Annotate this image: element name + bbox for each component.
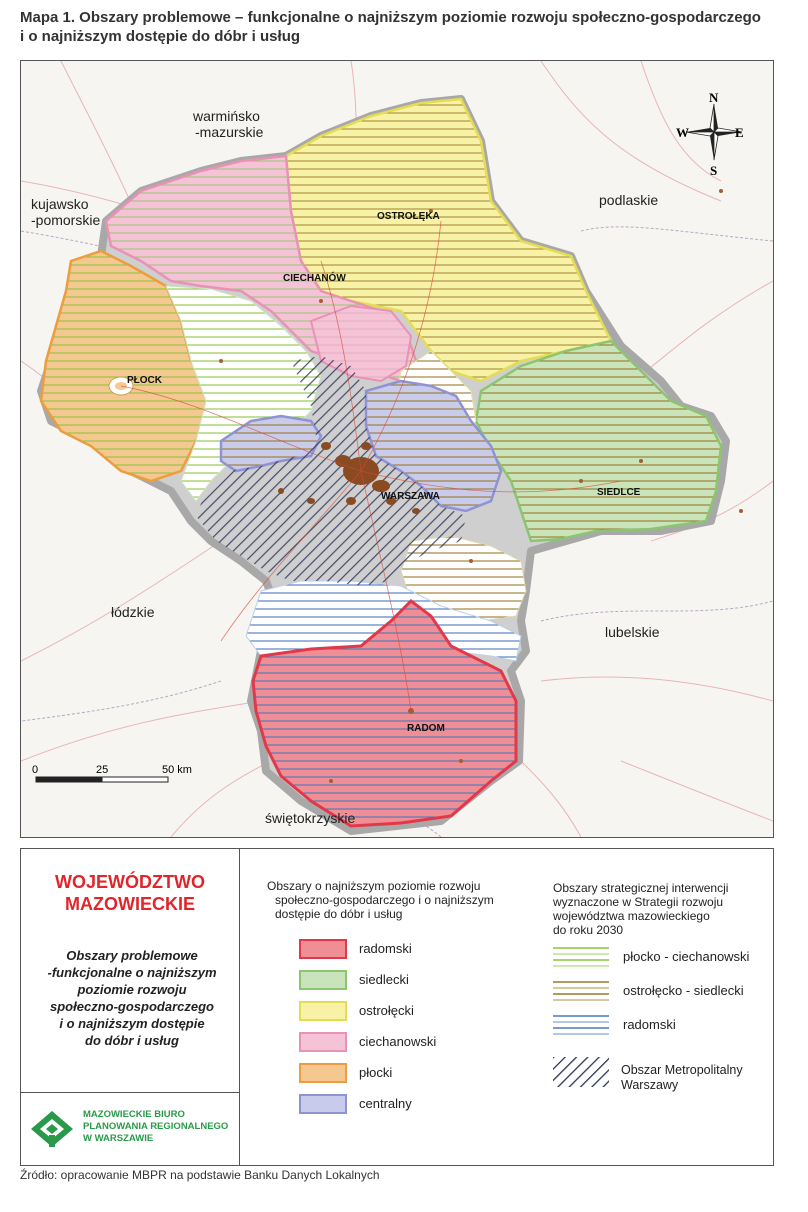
label-swietokrzyskie: świętokrzyskie bbox=[265, 810, 356, 826]
map-canvas bbox=[21, 61, 773, 837]
area-swatch bbox=[299, 1094, 347, 1114]
strategic-label: ostrołęcko - siedlecki bbox=[623, 983, 744, 998]
metro-label-line: Warszawy bbox=[621, 1078, 679, 1092]
compass-w: W bbox=[676, 125, 689, 140]
strategic-label: radomski bbox=[623, 1017, 676, 1032]
label-podlaskie: podlaskie bbox=[599, 192, 659, 208]
label-kujawsko-2: -pomorskie bbox=[31, 212, 101, 228]
area-label: siedlecki bbox=[359, 972, 409, 987]
legend-divider bbox=[21, 1092, 239, 1093]
org-name-line: MAZOWIECKIE BIURO bbox=[83, 1109, 185, 1120]
strategic-heading-line: Obszary strategicznej interwencji bbox=[553, 881, 729, 895]
org-name-line: W WARSZAWIE bbox=[83, 1133, 154, 1144]
area-label: ciechanowski bbox=[359, 1034, 437, 1049]
strategic-heading bbox=[553, 881, 763, 937]
map-panel[interactable] bbox=[20, 60, 774, 838]
compass-e: E bbox=[735, 125, 744, 140]
legend-identity bbox=[21, 849, 240, 1165]
legend-panel bbox=[20, 848, 774, 1166]
compass-s: S bbox=[710, 163, 718, 178]
source-note: Źródło: opracowanie MBPR na podstawie Banku Danych Lokalnych bbox=[20, 1168, 380, 1182]
region-name-line-1: WOJEWÓDZTWO bbox=[55, 872, 205, 892]
label-radom: RADOM bbox=[407, 723, 445, 734]
area-swatch bbox=[299, 970, 347, 990]
strategic-swatch bbox=[553, 945, 609, 969]
area-label: ostrołęcki bbox=[359, 1003, 414, 1018]
strategic-label: płocko - ciechanowski bbox=[623, 949, 750, 964]
metro-label bbox=[621, 1063, 771, 1093]
area-label: płocki bbox=[359, 1065, 393, 1080]
region-name bbox=[21, 871, 239, 915]
metro-label-line: Obszar Metropolitalny bbox=[621, 1063, 743, 1077]
region-subtitle-line: społeczno-gospodarczego bbox=[50, 999, 214, 1014]
label-kujawsko-1: kujawsko bbox=[31, 196, 89, 212]
area-swatch bbox=[299, 1001, 347, 1021]
scale-25: 25 bbox=[96, 764, 109, 776]
label-warminsko-2: -mazurskie bbox=[195, 124, 264, 140]
areas-heading-line: dostępie do dóbr i usług bbox=[275, 907, 403, 921]
metro-swatch bbox=[553, 1057, 609, 1087]
label-warszawa: WARSZAWA bbox=[381, 491, 440, 502]
label-ostroleka: OSTROŁĘKA bbox=[377, 211, 440, 222]
label-lodzkie: łódzkie bbox=[111, 604, 155, 620]
region-subtitle bbox=[35, 947, 229, 1049]
region-subtitle-line: i o najniższym dostępie bbox=[59, 1016, 205, 1031]
areas-heading bbox=[267, 879, 527, 921]
strategic-heading-line: wyznaczone w Strategii rozwoju bbox=[553, 895, 724, 909]
region-subtitle-line: do dóbr i usług bbox=[85, 1033, 179, 1048]
area-label: centralny bbox=[359, 1096, 412, 1111]
org-name-line: PLANOWANIA REGIONALNEGO bbox=[83, 1121, 229, 1132]
scale-50: 50 km bbox=[162, 764, 192, 776]
title-line-2: i o najniższym dostępie do dóbr i usług bbox=[20, 28, 301, 45]
compass-n: N bbox=[709, 90, 719, 105]
strategic-swatch bbox=[553, 1013, 609, 1037]
label-plock: PŁOCK bbox=[127, 375, 162, 386]
org-name bbox=[83, 1109, 243, 1145]
label-warminsko-1: warmińsko bbox=[193, 108, 260, 124]
areas-heading-line: społeczno-gospodarczego i o najniższym bbox=[275, 893, 494, 907]
area-swatch bbox=[299, 1063, 347, 1083]
org-branding bbox=[29, 1107, 234, 1157]
region-subtitle-line: -funkcjonalne o najniższym bbox=[47, 965, 217, 980]
strategic-heading-line: województwa mazowieckiego bbox=[553, 909, 710, 923]
label-siedlce: SIEDLCE bbox=[597, 487, 641, 498]
areas-heading-line: Obszary o najniższym poziomie rozwoju bbox=[267, 879, 481, 893]
label-ciechanow: CIECHANÓW bbox=[283, 273, 346, 284]
region-subtitle-line: Obszary problemowe bbox=[66, 948, 198, 963]
area-swatch bbox=[299, 939, 347, 959]
title-line-1: Mapa 1. Obszary problemowe – funkcjonalne o najniższym poziomie rozwoju społeczno-gospodarczego bbox=[20, 9, 761, 26]
map-title bbox=[20, 8, 790, 46]
region-subtitle-line: poziomie rozwoju bbox=[77, 982, 187, 997]
region-name-line-2: MAZOWIECKIE bbox=[65, 894, 195, 914]
scale-bar bbox=[32, 764, 192, 782]
mbpr-logo-icon bbox=[29, 1109, 75, 1149]
compass-rose-icon bbox=[676, 90, 744, 178]
area-label: radomski bbox=[359, 941, 412, 956]
label-lubelskie: lubelskie bbox=[605, 624, 660, 640]
strategic-heading-line: do roku 2030 bbox=[553, 923, 624, 937]
area-swatch bbox=[299, 1032, 347, 1052]
scale-0: 0 bbox=[32, 764, 39, 776]
strategic-swatch bbox=[553, 979, 609, 1003]
